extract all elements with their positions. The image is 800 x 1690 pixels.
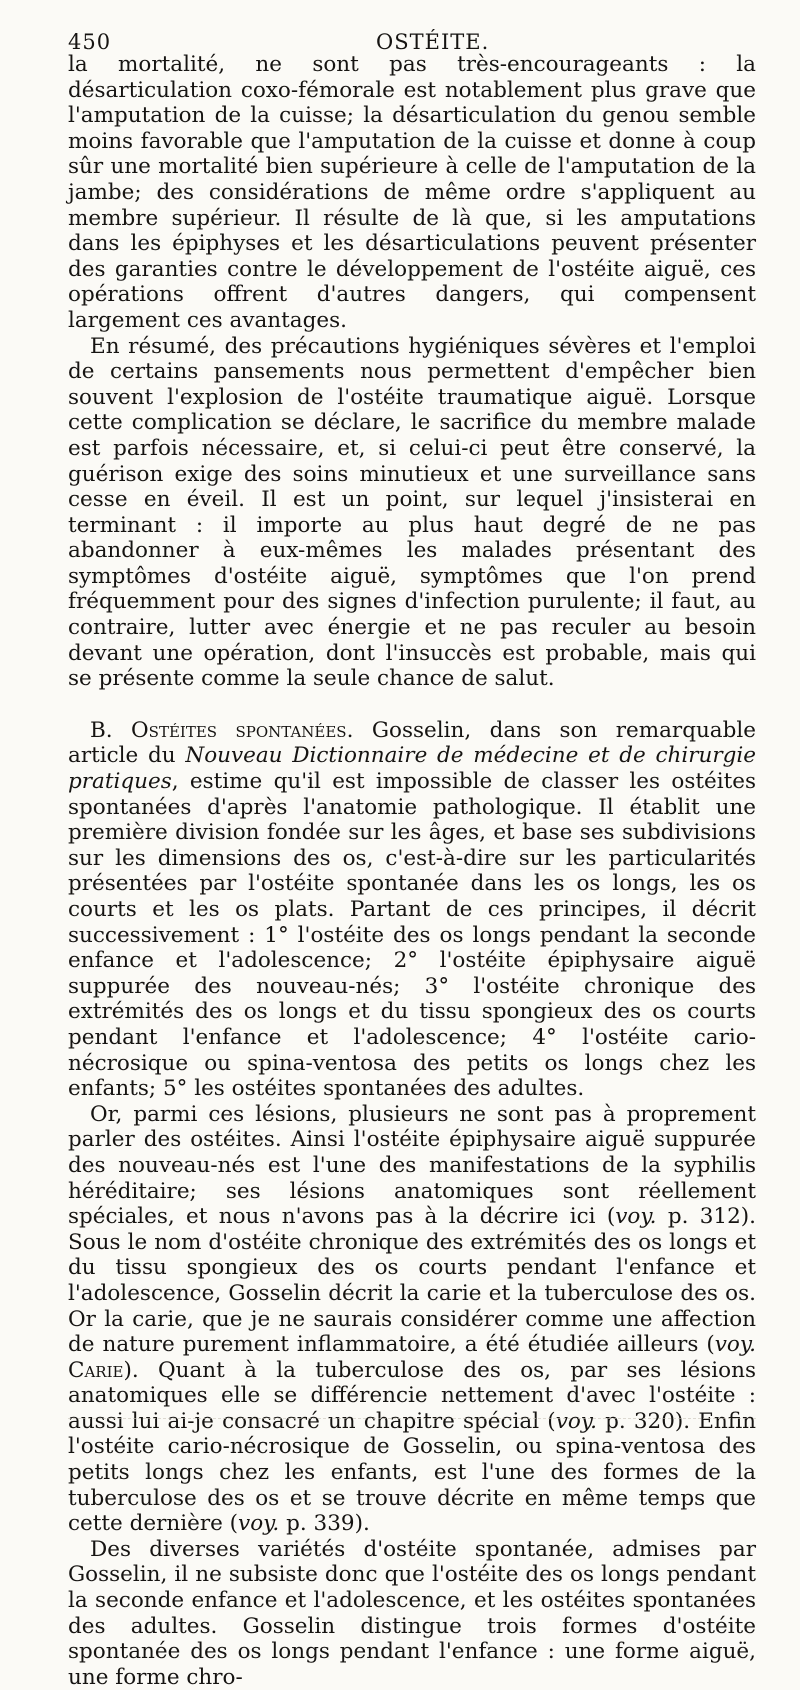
section-b-paragraph	[68, 718, 756, 1102]
section-intro-rest: , estime qu'il est impossible de classer les ostéites spontanées d'après l'anatomie pathologique. Il établit une première division fondée sur les âges, et base ses subdivisions sur les dimensions des os, c'est-à-dire sur les particularités présentées par l'ostéite spontanée dans les os longs, les os courts et les os plats. Partant de ces principes, il décrit successivement : 1° l'ostéite des os longs pendant la seconde enfance et l'adolescence; 2° l'ostéite épiphysaire aiguë suppurée des nouveau-nés; 3° l'ostéite chronique des extrémités des os longs et du tissu spongieux des os courts pendant l'enfance et l'adolescence; 4° l'ostéite cario-nécrosique ou spina-ventosa des petits os longs chez les enfants; 5° les ostéites spontanées des adultes.	[68, 769, 756, 1102]
cross-reference-voy: voy.	[615, 1204, 657, 1230]
page-number: 450	[68, 30, 112, 54]
page-bottom-rule	[68, 1418, 756, 1419]
body-text	[68, 52, 756, 1690]
paragraph-summary: En résumé, des précautions hygiéniques sévères et l'emploi de certains pansements nous permettent d'empêcher bien souvent l'explosion de l'ostéite traumatique aiguë. Lorsque cette complication se déclare, le sacrifice du membre malade est parfois nécessaire, et, si celui-ci peut être conservé, la guérison exige des soins minutieux et une surveillance sans cesse en éveil. Il est un point, sur lequel j'insisterai en terminant : il importe au plus haut degré de ne pas abandonner à eux-mêmes les malades présentant des symptômes d'ostéite aiguë, symptômes que l'on prend fréquemment pour des signes d'infection purulente; il faut, au contraire, lutter avec énergie et ne pas reculer au besoin devant une opération, dont l'insuccès est probable, mais qui se présente comme la seule chance de salut.	[68, 333, 756, 692]
running-title: OSTÉITE.	[376, 30, 490, 54]
cross-reference-voy: voy.	[714, 1332, 756, 1358]
section-heading: B. Ostéites spontanées.	[90, 717, 354, 743]
cross-reference-target: Carie	[68, 1357, 124, 1383]
cross-reference-voy: voy.	[238, 1511, 280, 1537]
section-gap	[68, 692, 756, 718]
text-segment: ). Quant à la tuberculose des os, par ses lésions anatomiques elle se différencie nettement d'avec l'ostéite : aussi lui ai-je consacré un chapitre spécial (	[68, 1357, 756, 1434]
running-head	[68, 18, 756, 52]
cited-work-title: Nouveau Dictionnaire de médecine et de chirurgie pratiques	[68, 743, 756, 795]
cross-reference-voy: voy.	[555, 1408, 597, 1434]
text-segment: Or, parmi ces lésions, plusieurs ne sont pas à proprement parler des ostéites. Ainsi l'ostéite épiphysaire aiguë suppurée des nouveau-nés est l'une des manifestations de la syphilis héréditaire; ses lésions anatomiques sont réellement spéciales, et nous n'avons pas à la décrire ici (	[68, 1101, 756, 1230]
paragraph-classification	[68, 1102, 756, 1537]
paragraph-continuation: la mortalité, ne sont pas très-encourageants : la désarticulation coxo-fémorale est notablement plus grave que l'amputation de la cuisse; la désarticulation du genou semble moins favorable que l'amputation de la cuisse et donne à coup sûr une mortalité bien supérieure à celle de l'amputation de la jambe; des considérations de même ordre s'appliquent au membre supérieur. Il résulte de là que, si les amputations dans les épiphyses et les désarticulations peuvent présenter des garanties contre le développement de l'ostéite aiguë, ces opérations offrent d'autres dangers, qui compensent largement ces avantages.	[68, 52, 756, 333]
section-intro: Gosselin, dans son remarquable article du	[68, 717, 756, 769]
text-segment: p. 320). Enfin l'ostéite cario-nécrosique de Gosselin, ou spina-ventosa des petits longs chez les enfants, est l'une des formes de la tuberculose des os et se trouve décrite en même temps que cette dernière (	[68, 1408, 757, 1537]
text-segment: p. 339).	[279, 1511, 370, 1537]
text-segment: p. 312). Sous le nom d'ostéite chronique des extrémités des os longs et du tissu spongieux des os courts pendant l'enfance et l'adolescence, Gosselin décrit la carie et la tuberculose des os. Or la carie, que je ne saurais considérer comme une affection de nature purement inflammatoire, a été étudiée ailleurs (	[68, 1204, 756, 1358]
paragraph-varieties: Des diverses variétés d'ostéite spontanée, admises par Gosselin, il ne subsiste donc que l'ostéite des os longs pendant la seconde enfance et l'adolescence, et les ostéites spontanées des adultes. Gosselin distingue trois formes d'ostéite spontanée des os longs pendant l'enfance : une forme aiguë, une forme chro-	[68, 1536, 756, 1690]
